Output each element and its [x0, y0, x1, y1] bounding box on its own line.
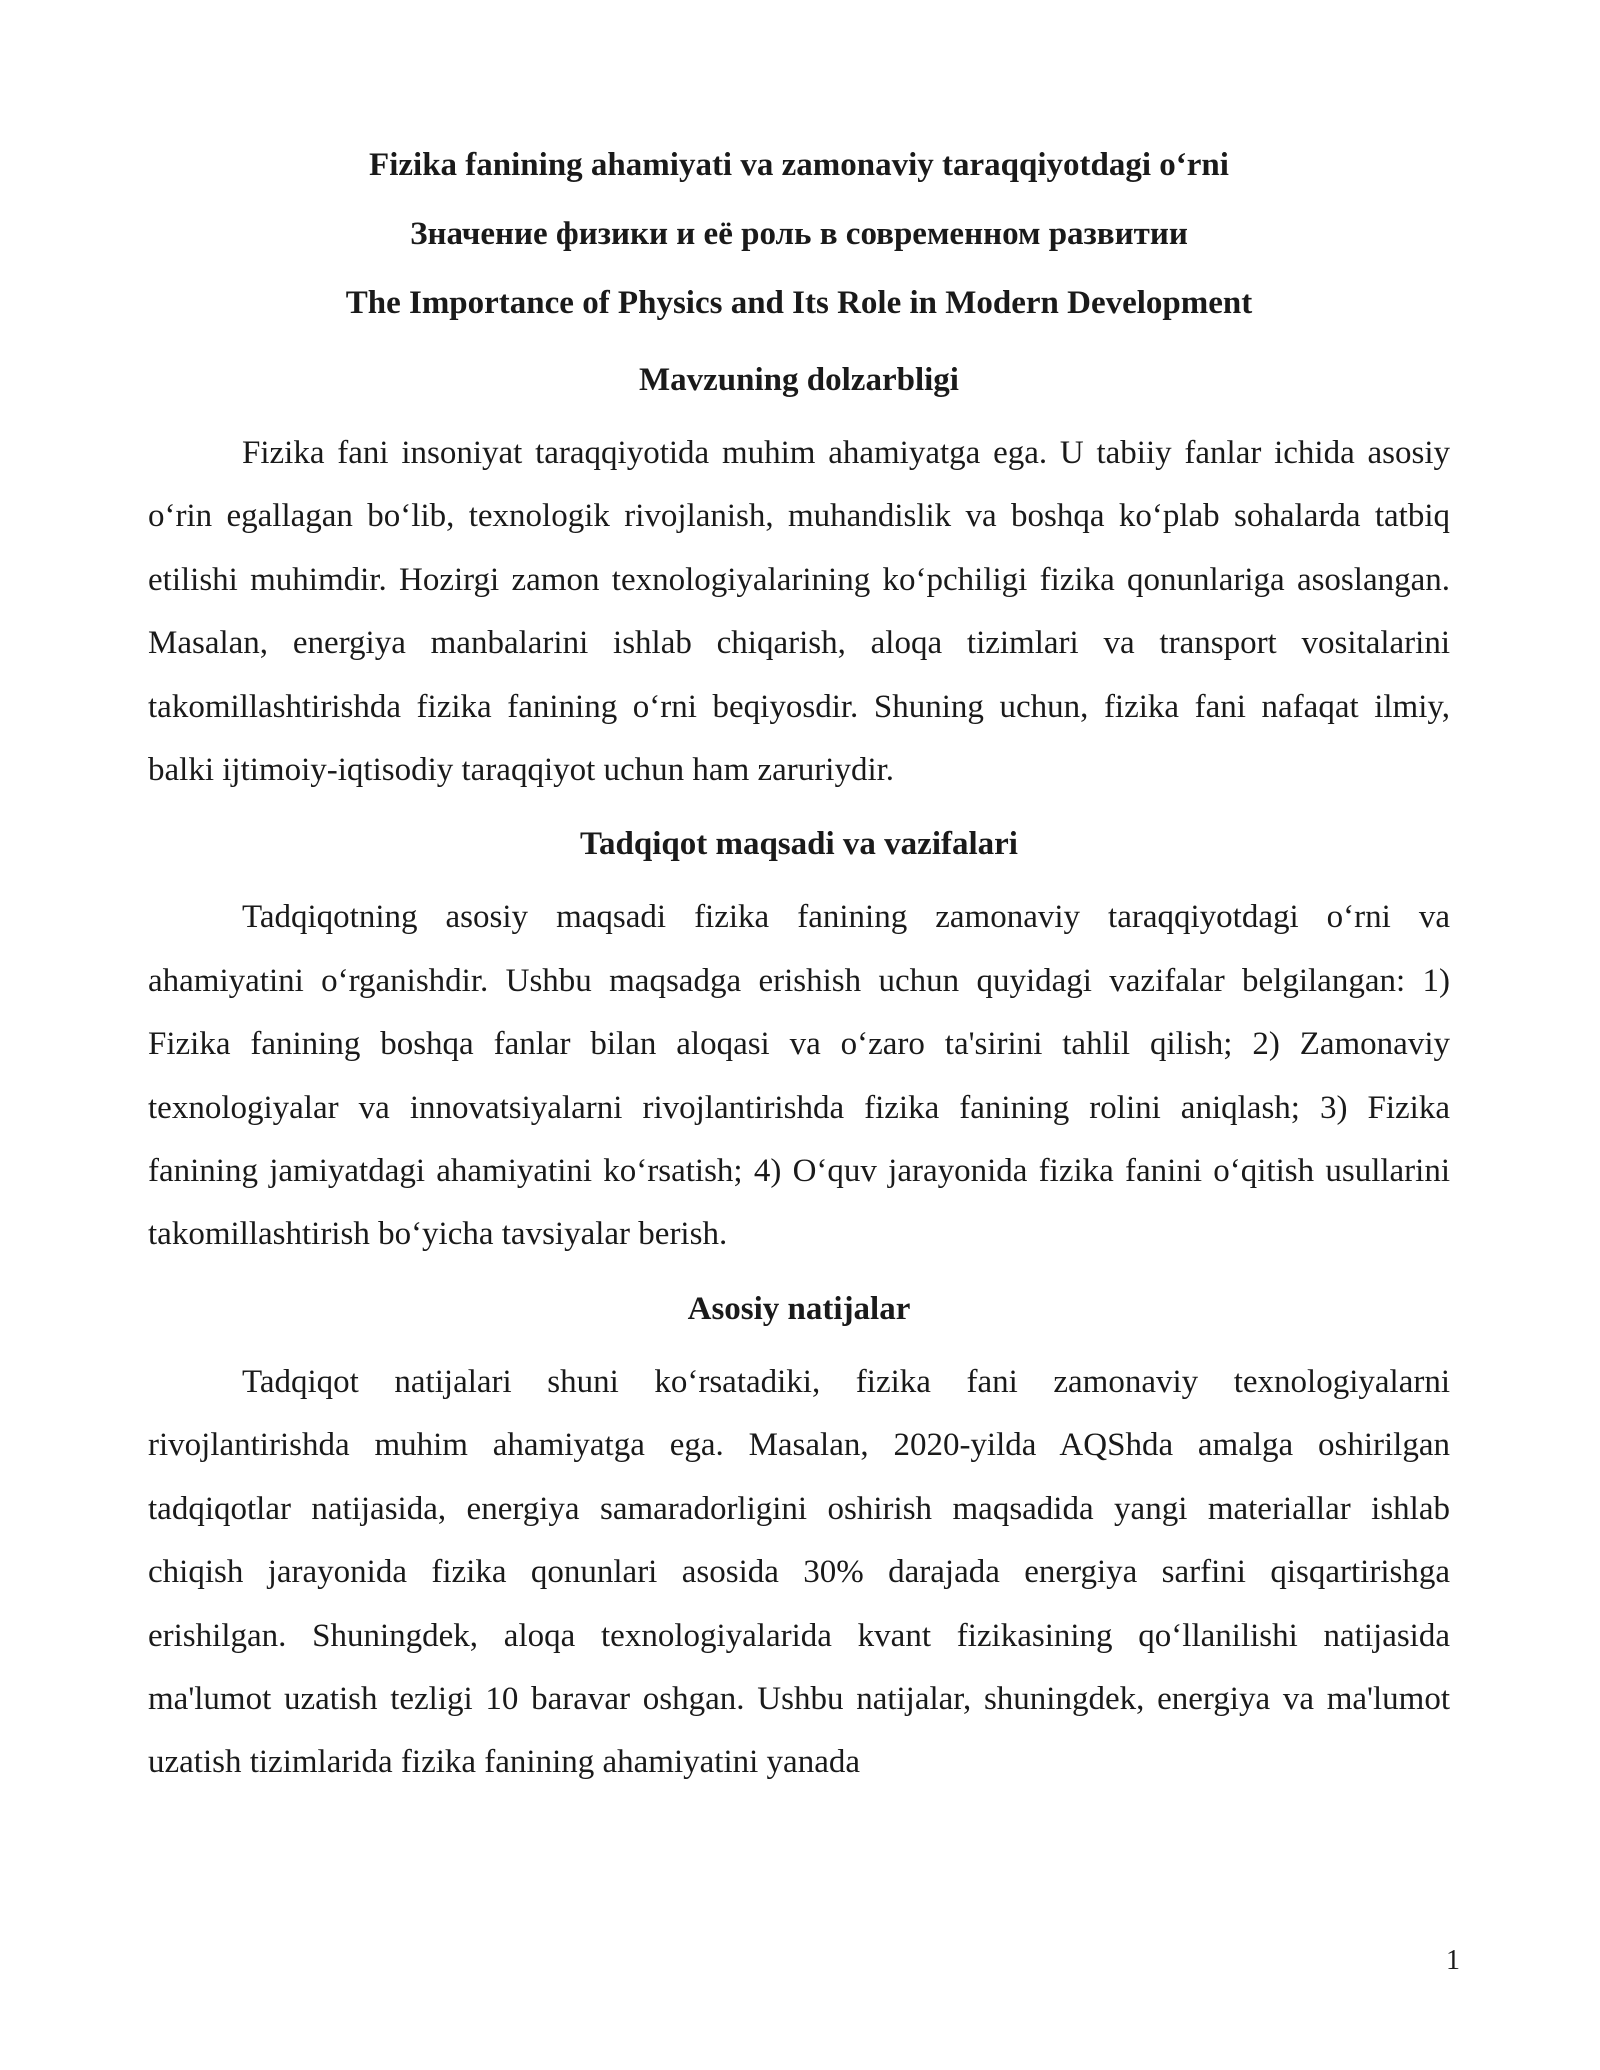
paragraph-results: Tadqiqot natijalari shuni ko‘rsatadiki, fizika fani zamonaviy texnologiyalarni rivojlantirishda muhim ahamiyatga ega. Masalan, 2020-yilda AQShda amalga oshirilgan tadqiqotlar natijasida, energiya samaradorligini oshirish maqsadida yangi materiallar ishlab chiqish jarayonida fizika qonunlari asosida 30% darajada energiya sarfini qisqartirishga erishilgan. Shuningdek, aloqa texnologiyalarida kvant fizikasining qo‘llanilishi natijasida ma'lumot uzatish tezligi 10 baravar oshgan. Ushbu natijalar, shuningdek, energiya va ma'lumot uzatish tizimlarida fizika fanining ahamiyatini yanada [148, 1363, 1450, 1781]
section-heading-goals: Tadqiqot maqsadi va vazifalari [580, 826, 1018, 863]
document-page [148, 143, 1450, 1795]
section-heading-relevance: Mavzuning dolzarbligi [639, 362, 959, 398]
paragraph-goals: Tadqiqotning asosiy maqsadi fizika fanining zamonaviy taraqqiyotdagi o‘rni va ahamiyatini o‘rganishdir. Ushbu maqsadga erishish uchun quyidagi vazifalar belgilangan: 1) Fizika fanining boshqa fanlar bilan aloqasi va o‘zaro ta'sirini tahlil qilish; 2) Zamonaviy texnologiyalar va innovatsiyalarni rivojlantirishda fizika fanining rolini aniqlash; 3) Fizika fanining jamiyatdagi ahamiyatini ko‘rsatish; 4) O‘quv jarayonida fizika fanini o‘qitish usullarini takomillashtirish bo‘yicha tavsiyalar berish. [148, 899, 1450, 1253]
section-heading-results: Asosiy natijalar [687, 1290, 911, 1327]
page-number: 1 [1446, 1945, 1460, 1976]
paragraph-relevance: Fizika fani insoniyat taraqqiyotida muhim ahamiyatga ega. U tabiiy fanlar ichida asosiy o‘rin egallagan bo‘lib, texnologik rivojlanish, muhandislik va boshqa ko‘plab sohalarda tatbiq etilishi muhimdir. Hozirgi zamon texnologiyalarining ko‘pchiligi fizika qonunlariga asoslangan. Masalan, energiya manbalarini ishlab chiqarish, aloqa tizimlari va transport vositalarini takomillashtirishda fizika fanining o‘rni beqiyosdir. Shuning uchun, fizika fani nafaqat ilmiy, balki ijtimoiy-iqtisodiy taraqqiyot uchun ham zaruriydir. [148, 435, 1450, 789]
title-russian: Значение физики и её роль в современном развитии [410, 216, 1188, 252]
title-english: The Importance of Physics and Its Role in Modern Development [345, 285, 1253, 321]
title-uzbek: Fizika fanining ahamiyati va zamonaviy taraqqiyotdagi o‘rni [369, 147, 1229, 183]
